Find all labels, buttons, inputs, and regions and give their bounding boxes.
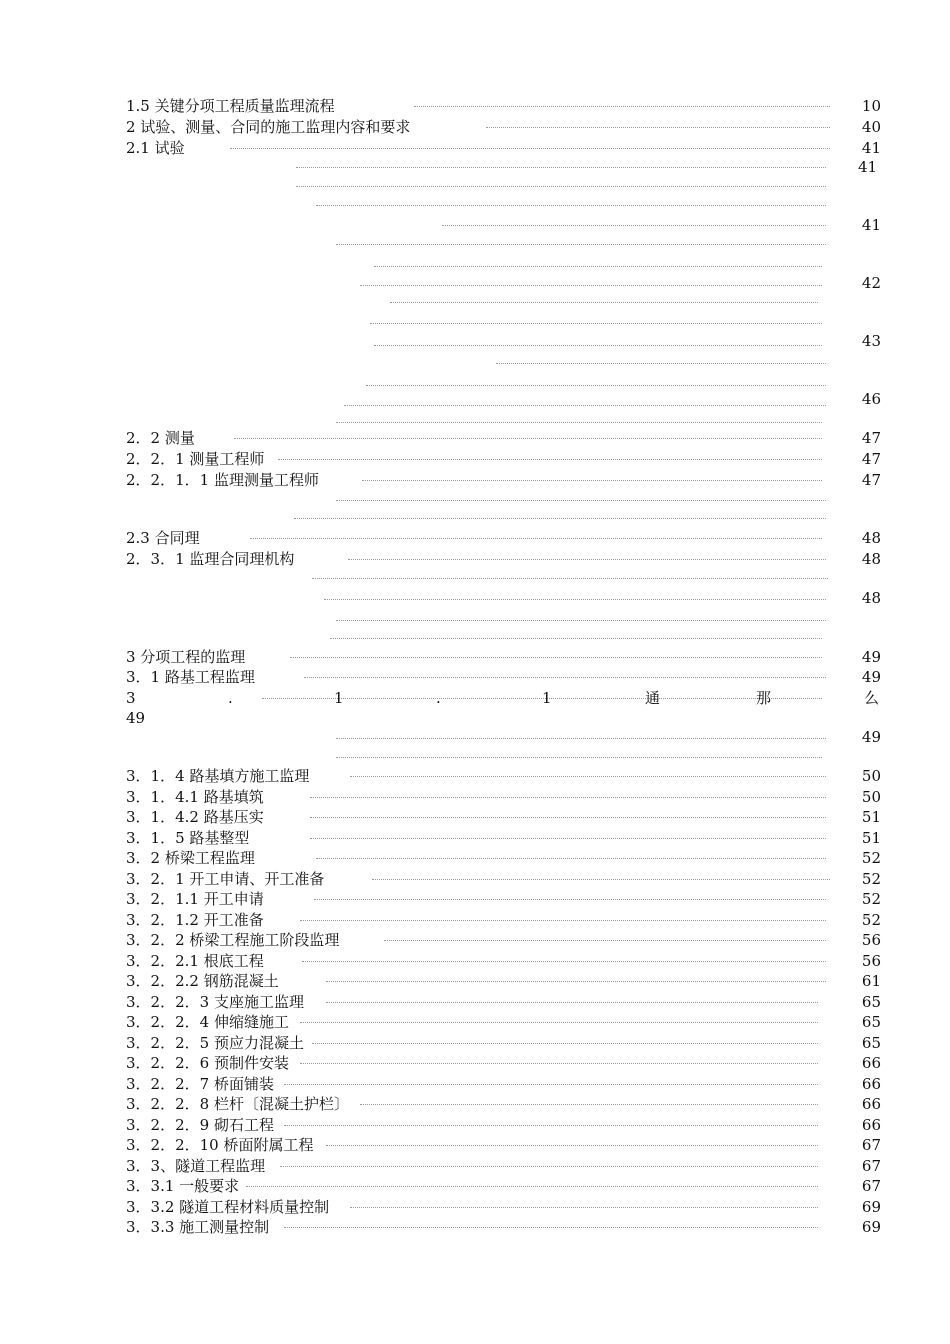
toc-entry-page: 66 <box>861 1095 881 1113</box>
toc-entry-page: 69 <box>861 1218 881 1236</box>
toc-entry-page: 66 <box>861 1116 881 1134</box>
dot-leader <box>360 285 822 286</box>
toc-entry-page: 66 <box>861 1054 881 1072</box>
toc-entry-label: 3．2．1.2 开工准备 <box>126 911 264 929</box>
spread-char: 3 <box>126 689 136 707</box>
dot-leader <box>296 186 826 187</box>
toc-entry-label: 3．2．2．10 桥面附属工程 <box>126 1136 314 1154</box>
toc-entry-page: 48 <box>861 529 881 547</box>
toc-entry-label: 3．2．2．3 支座施工监理 <box>126 993 304 1011</box>
dot-leader <box>278 459 822 460</box>
toc-entry-page: 65 <box>861 1034 881 1052</box>
spread-char: 那 <box>756 689 772 707</box>
dot-leader <box>310 838 826 839</box>
toc-entry-page: 47 <box>861 471 881 489</box>
toc-page-number: 43 <box>861 332 881 350</box>
toc-page-number: 49 <box>861 728 881 746</box>
dot-leader <box>296 167 826 168</box>
toc-page-number: 46 <box>861 390 881 408</box>
toc-entry-label: 3．1．4 路基填方施工监理 <box>126 767 310 785</box>
dot-leader <box>384 940 826 941</box>
dot-leader <box>414 106 830 107</box>
toc-entry-label: 2．3．1 监理合同理机构 <box>126 550 295 568</box>
dot-leader <box>366 385 826 386</box>
spread-char: . <box>228 689 233 707</box>
toc-entry-label: 3．2．2．9 砌石工程 <box>126 1116 274 1134</box>
toc-page-number: 48 <box>861 589 881 607</box>
toc-entry-label: 3．1．4.2 路基压实 <box>126 808 264 826</box>
toc-entry-page: 51 <box>861 808 881 826</box>
dot-leader <box>362 480 822 481</box>
toc-entry-label: 3．3.1 一般要求 <box>126 1177 240 1195</box>
dot-leader <box>442 225 826 226</box>
toc-entry-label: 3．2．2．8 栏杆〔混凝土护栏〕 <box>126 1095 349 1113</box>
toc-entry-label: 3．2．2．5 预应力混凝土 <box>126 1034 304 1052</box>
dot-leader <box>390 302 818 303</box>
dot-leader <box>246 1186 818 1187</box>
toc-entry-page: 51 <box>861 829 881 847</box>
spread-char: 1 <box>542 689 552 707</box>
toc-entry-page: 67 <box>861 1157 881 1175</box>
dot-leader <box>250 538 822 539</box>
toc-entry-page: 52 <box>861 849 881 867</box>
dot-leader <box>374 266 822 267</box>
toc-entry-page: 65 <box>861 1013 881 1031</box>
toc-entry-label: 3．3.3 施工测量控制 <box>126 1218 270 1236</box>
spread-char: 1 <box>334 689 344 707</box>
dot-leader <box>300 1063 818 1064</box>
toc-entry-page: 48 <box>861 550 881 568</box>
toc-entry-label: 2．2．1 测量工程师 <box>126 450 265 468</box>
toc-entry-label: 3．2．2.1 根底工程 <box>126 952 264 970</box>
dot-leader <box>486 127 830 128</box>
toc-entry-label: 3．2．2．6 预制件安装 <box>126 1054 289 1072</box>
dot-leader <box>336 500 826 501</box>
toc-entry-page: 47 <box>861 429 881 447</box>
toc-entry-page: 56 <box>861 952 881 970</box>
dot-leader <box>372 879 830 880</box>
dot-leader <box>284 1125 818 1126</box>
toc-entry-label: 3．3、隧道工程监理 <box>126 1157 266 1175</box>
dot-leader <box>326 1145 818 1146</box>
dot-leader <box>326 981 826 982</box>
toc-page-number: 42 <box>861 274 881 292</box>
toc-entry-label: 2 试验、测量、合同的施工监理内容和要求 <box>126 118 411 136</box>
toc-entry-page: 50 <box>861 788 881 806</box>
toc-entry-label: 3．1．5 路基整型 <box>126 829 250 847</box>
toc-page-number: 41 <box>858 158 878 176</box>
dot-leader <box>314 899 826 900</box>
dot-leader <box>316 205 826 206</box>
dot-leader <box>374 345 822 346</box>
toc-entry-page: 40 <box>861 118 881 136</box>
dot-leader <box>300 920 826 921</box>
dot-leader <box>350 776 826 777</box>
toc-entry-label: 3．3.2 隧道工程材料质量控制 <box>126 1198 330 1216</box>
toc-entry-page: 50 <box>861 767 881 785</box>
toc-entry-page: 47 <box>861 450 881 468</box>
dot-leader <box>310 817 826 818</box>
toc-entry-label: 2．2 测量 <box>126 429 195 447</box>
toc-entry-page: 67 <box>861 1177 881 1195</box>
spread-char: 么 <box>864 689 880 707</box>
toc-entry-page: 65 <box>861 993 881 1011</box>
toc-entry-page: 52 <box>861 911 881 929</box>
dot-leader <box>370 323 822 324</box>
dot-leader <box>300 1022 818 1023</box>
dot-leader <box>350 1207 818 1208</box>
toc-entry-label: 1.5 关键分项工程质量监理流程 <box>126 97 335 115</box>
toc-entry-label: 2.3 合同理 <box>126 529 200 547</box>
spread-char: 通 <box>645 689 661 707</box>
toc-entry-page: 41 <box>861 139 881 157</box>
dot-leader <box>336 422 822 423</box>
dot-leader <box>330 638 822 639</box>
dot-leader <box>310 797 826 798</box>
dot-leader <box>280 1166 818 1167</box>
toc-entry-label: 3．2．2.2 钢筋混凝土 <box>126 972 279 990</box>
dot-leader <box>290 657 822 658</box>
dot-leader <box>302 961 826 962</box>
toc-entry-page: 10 <box>861 97 881 115</box>
spread-char: . <box>436 689 441 707</box>
dot-leader <box>234 438 822 439</box>
toc-page-number: 49 <box>126 709 146 727</box>
toc-entry-label: 3 分项工程的监理 <box>126 648 246 666</box>
toc-entry-label: 2．2．1．1 监理测量工程师 <box>126 471 319 489</box>
toc-entry-label: 2.1 试验 <box>126 139 185 157</box>
toc-entry-page: 61 <box>861 972 881 990</box>
dot-leader <box>326 1002 818 1003</box>
toc-entry-page: 49 <box>861 668 881 686</box>
toc-entry-label: 3．2．2．4 伸缩缝施工 <box>126 1013 289 1031</box>
toc-entry-page: 56 <box>861 931 881 949</box>
dot-leader <box>230 148 830 149</box>
toc-entry-page: 52 <box>861 890 881 908</box>
toc-entry-page: 66 <box>861 1075 881 1093</box>
dot-leader <box>312 578 828 579</box>
dot-leader <box>336 620 826 621</box>
dot-leader <box>316 858 826 859</box>
toc-entry-label: 3．2．1 开工申请、开工准备 <box>126 870 325 888</box>
dot-leader <box>312 1043 818 1044</box>
dot-leader <box>294 518 826 519</box>
dot-leader <box>344 405 826 406</box>
dot-leader <box>336 757 822 758</box>
dot-leader <box>336 738 826 739</box>
dot-leader <box>324 599 826 600</box>
dot-leader <box>304 677 826 678</box>
toc-entry-page: 67 <box>861 1136 881 1154</box>
toc-page-number: 41 <box>861 216 881 234</box>
dot-leader <box>284 1084 818 1085</box>
toc-entry-page: 49 <box>861 648 881 666</box>
toc-entry-label: 3．1 路基工程监理 <box>126 668 255 686</box>
toc-entry-label: 3．1．4.1 路基填筑 <box>126 788 264 806</box>
dot-leader <box>284 1227 818 1228</box>
toc-entry-label: 3．2．2 桥梁工程施工阶段监理 <box>126 931 340 949</box>
dot-leader <box>348 559 826 560</box>
toc-entry-label: 3．2．1.1 开工申请 <box>126 890 264 908</box>
dot-leader <box>360 1104 818 1105</box>
toc-entry-label: 3．2 桥梁工程监理 <box>126 849 255 867</box>
dot-leader <box>496 363 826 364</box>
dot-leader <box>336 244 826 245</box>
toc-entry-page: 52 <box>861 870 881 888</box>
toc-entry-label: 3．2．2．7 桥面铺装 <box>126 1075 274 1093</box>
toc-entry-page: 69 <box>861 1198 881 1216</box>
